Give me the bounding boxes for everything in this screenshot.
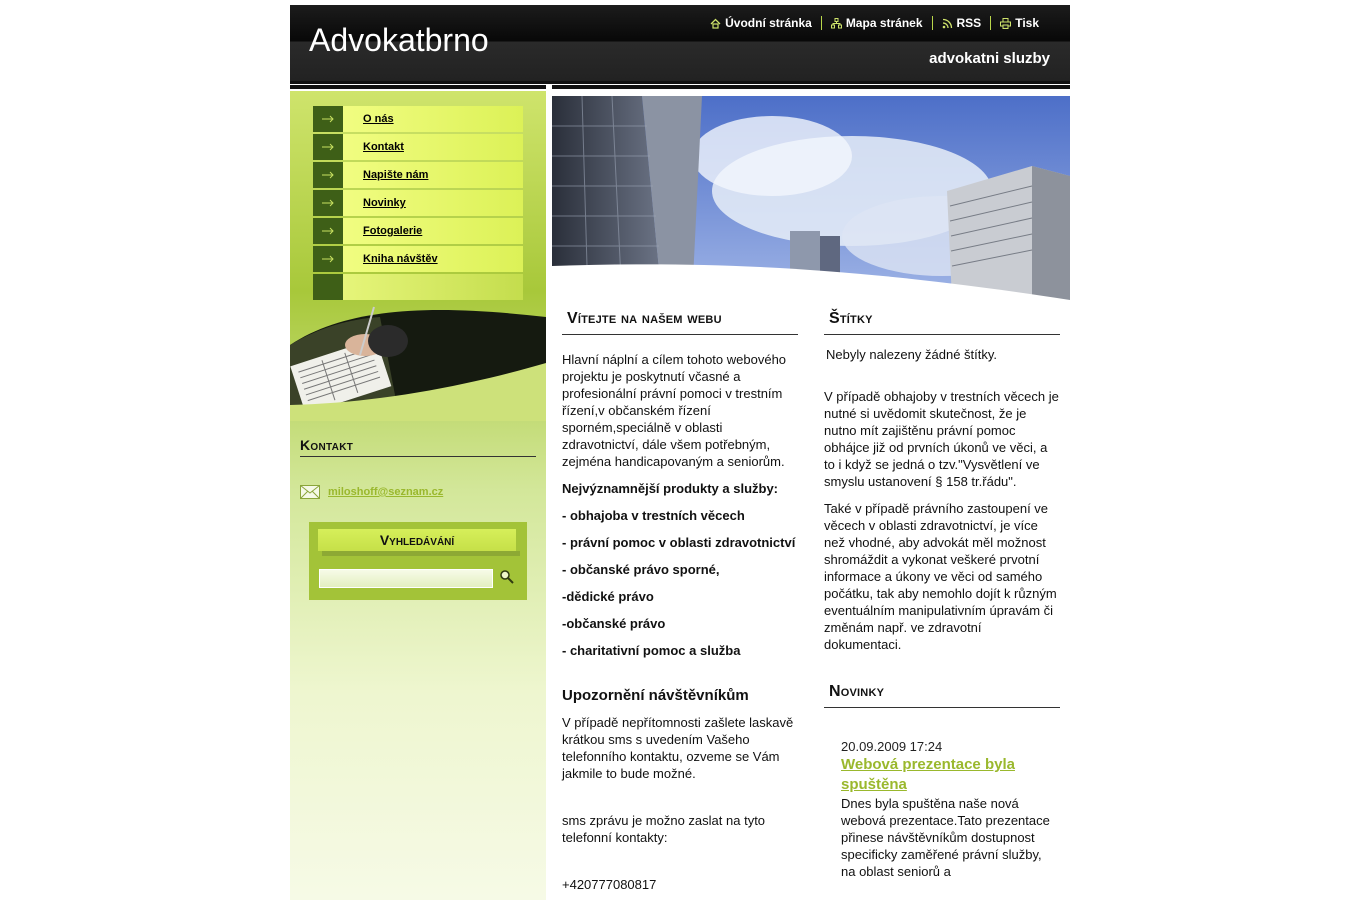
product-item: -občanské právo	[562, 616, 666, 631]
tags-paragraph-1: V případě obhajoby v trestních věcech je nutné si uvědomit skutečnost, že je nutno mít zajištěnu právní pomoc obhájce již od prvních úkonů ve věci, a to i když se jedná o tzv."Vysvětlení ve smyslu ustanovení § 158 tr.řádu".	[824, 389, 1059, 489]
content-column-left	[562, 310, 798, 893]
topnav-print-label: Tisk	[1015, 16, 1039, 30]
content-column-right	[824, 310, 1060, 880]
divider-left	[290, 85, 546, 89]
search-box	[309, 522, 527, 600]
topnav-rss-link[interactable]	[932, 16, 991, 30]
topnav-rss-label: RSS	[956, 16, 982, 30]
topnav-home-link[interactable]	[701, 16, 821, 30]
menu-item-napiste-nam[interactable]	[313, 162, 523, 188]
tags-paragraph-2: Také v případě právního zastoupení ve věcech v oblasti zdravotnictví, je více než vhodné, aby advokát měl možnost shromáždit a vykonat veškeré prvotní informace a úkony ve věci od samého počátku, tak aby nemohlo dojít k různým eventuálním manipulativním úpravám či změnám např. ve zdravotní dokumentaci.	[824, 501, 1057, 652]
product-item: - charitativní pomoc a služba	[562, 643, 741, 658]
arrow-right-icon	[313, 106, 343, 132]
page	[290, 5, 1070, 900]
site-title[interactable]: Advokatbrno	[309, 22, 489, 58]
contact-email-row	[300, 485, 443, 499]
notice-phone: +420777080817	[562, 877, 657, 892]
main-menu	[313, 106, 523, 300]
menu-item-kniha-navstev[interactable]	[313, 246, 523, 272]
news-title-link[interactable]: Webová prezentace byla spuštěna	[841, 756, 1015, 793]
product-item: - právní pomoc v oblasti zdravotnictví	[562, 535, 796, 550]
menu-item-novinky[interactable]	[313, 190, 523, 216]
welcome-intro: Hlavní náplní a cílem tohoto webového projektu je poskytnutí včasné a profesionální právní pomoci v trestním řízení,v občanském řízení sporném,speciálně v oblasti zdravotnictví, dále všem potřebným, zejména handicapovaným a seniorům.	[562, 352, 787, 469]
arrow-right-icon	[313, 218, 343, 244]
top-navigation	[701, 16, 1048, 30]
menu-item-fotogalerie[interactable]	[313, 218, 523, 244]
welcome-heading: Vítejte na našem webu	[562, 310, 798, 335]
search-input[interactable]	[319, 569, 493, 588]
notice-heading: Upozornění návštěvníkům	[562, 687, 749, 704]
news-text: Dnes byla spuštěna naše nová webová prezentace.Tato prezentace přinese návštěvníkům dostupnost specificky zaměřené právní služby, na oblast seniorů a	[841, 796, 1050, 879]
menu-footer	[313, 274, 523, 300]
topnav-print-link[interactable]	[990, 16, 1048, 30]
news-item	[824, 739, 1060, 880]
rss-icon	[942, 18, 953, 29]
contact-heading: Kontakt	[300, 437, 536, 457]
product-item: - obhajoba v trestních věcech	[562, 508, 745, 523]
topnav-sitemap-label: Mapa stránek	[845, 16, 923, 30]
arrow-right-icon	[313, 162, 343, 188]
menu-item-kontakt[interactable]	[313, 134, 523, 160]
site-header	[290, 5, 1070, 84]
sidebar	[290, 91, 546, 900]
contact-email-link[interactable]: miloshoff@seznam.cz	[328, 486, 444, 498]
menu-item-label: Napište nám	[363, 169, 429, 181]
site-slogan: advokatni sluzby	[929, 50, 1050, 67]
search-heading: Vyhledávání	[318, 529, 516, 551]
menu-item-o-nas[interactable]	[313, 106, 523, 132]
products-heading: Nejvýznamnější produkty a služby:	[562, 481, 779, 496]
sitemap-icon	[831, 18, 842, 29]
menu-item-label: Novinky	[363, 197, 406, 209]
arrow-right-icon	[313, 246, 343, 272]
divider-right	[552, 85, 1070, 89]
menu-item-label: Kniha návštěv	[363, 253, 438, 265]
print-icon	[1000, 18, 1011, 29]
product-item: - občanské právo sporné,	[562, 562, 720, 577]
notice-text: V případě nepřítomnosti zašlete laskavě krátkou sms s uvedením Vašeho telefonního kontaktu, ozveme se Vám jakmile to bude možné.	[562, 715, 794, 781]
arrow-right-icon	[313, 134, 343, 160]
news-heading: Novinky	[824, 683, 1060, 708]
product-item: -dědické právo	[562, 589, 654, 604]
home-icon	[710, 18, 721, 29]
sidebar-photo-writing-hand	[290, 305, 546, 421]
notice-sms-text: sms zprávu je možno zaslat na tyto telefonní kontakty:	[562, 813, 766, 845]
menu-item-label: Fotogalerie	[363, 225, 423, 237]
menu-item-label: Kontakt	[363, 141, 404, 153]
arrow-right-icon	[313, 190, 343, 216]
tags-empty-message: Nebyly nalezeny žádné štítky.	[826, 347, 998, 362]
news-date: 20.09.2009 17:24	[841, 739, 943, 754]
topnav-home-label: Úvodní stránka	[725, 16, 812, 30]
topnav-sitemap-link[interactable]	[821, 16, 932, 30]
envelope-icon	[300, 485, 320, 499]
menu-item-label: O nás	[363, 113, 394, 125]
tags-heading: Štítky	[824, 310, 1060, 335]
hero-image-buildings	[552, 96, 1070, 300]
search-icon[interactable]	[499, 569, 515, 585]
